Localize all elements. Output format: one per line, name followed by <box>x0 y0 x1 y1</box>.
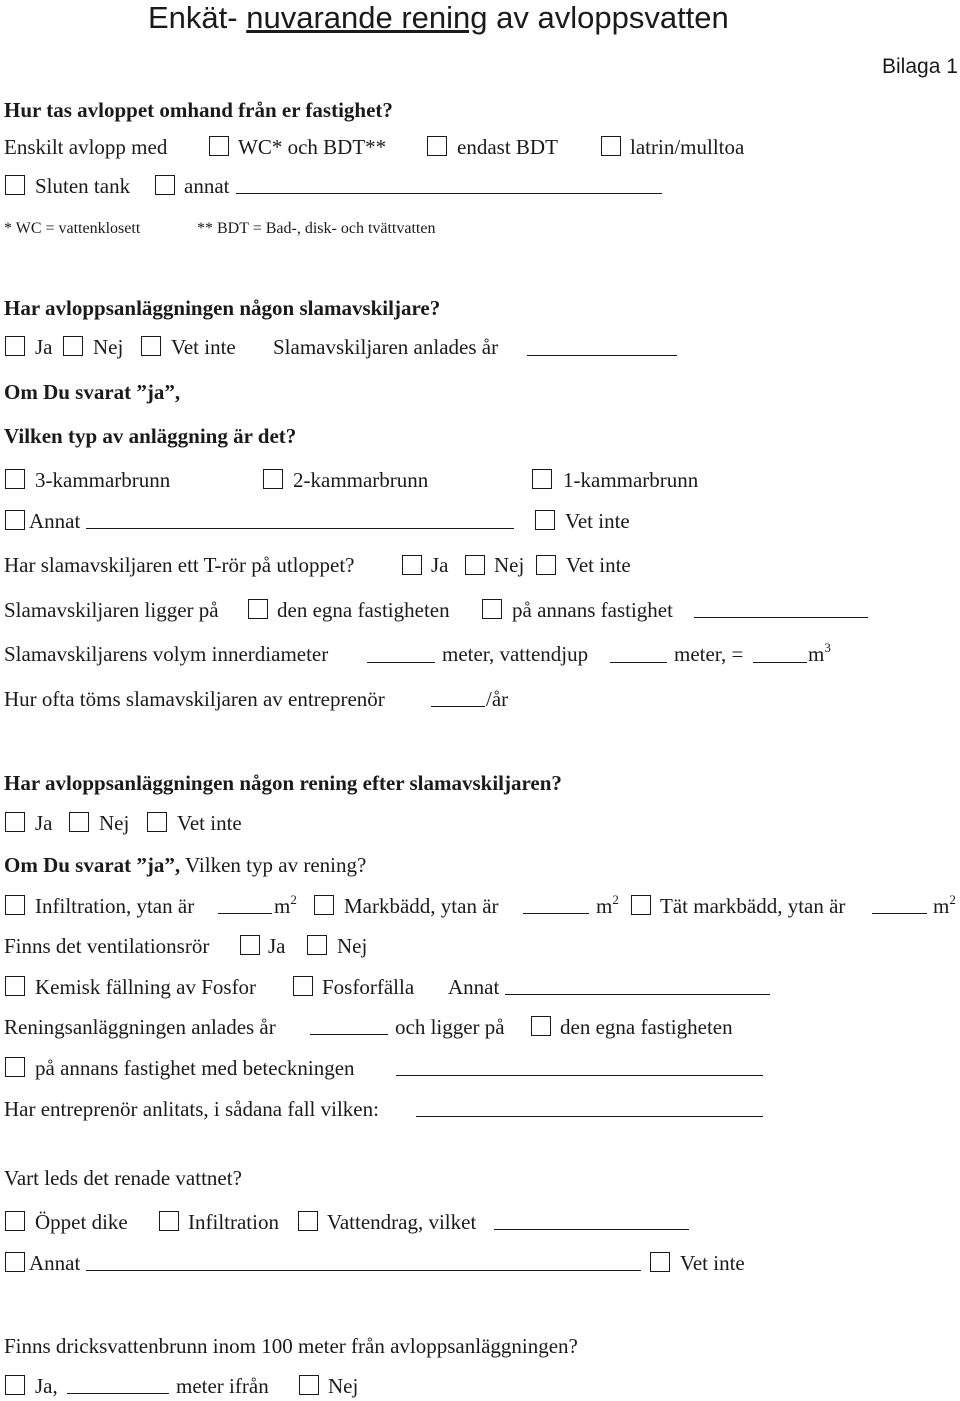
s4-heading: Vart leds det renade vattnet? <box>4 1166 242 1190</box>
s1-heading: Hur tas avloppet omhand från er fastighet? <box>4 98 393 122</box>
unit-exp: 2 <box>949 892 956 907</box>
checkbox-wc-bdt[interactable] <box>209 136 229 156</box>
checkbox-s5-nej[interactable] <box>299 1375 319 1395</box>
s2-toms-label: Hur ofta töms slamavskiljaren av entreprenör <box>4 687 385 711</box>
s2-meter-eq-label: meter, = <box>674 642 744 666</box>
s5-ja-label: Ja, <box>35 1374 58 1398</box>
bilaga-label: Bilaga 1 <box>882 55 958 78</box>
toms-field[interactable] <box>431 706 485 707</box>
s2-vet-inte-label: Vet inte <box>171 335 236 359</box>
s2-vilken-typ: Vilken typ av anläggning är det? <box>4 424 297 448</box>
checkbox-tat-markbadd[interactable] <box>631 895 651 915</box>
s4-vet-inte-label: Vet inte <box>680 1251 745 1275</box>
s2-anlades-field[interactable] <box>527 355 677 356</box>
s2-ligger-label: Slamavskiljaren ligger på <box>4 598 219 622</box>
opt-wc-bdt-label: WC* och BDT** <box>238 135 387 159</box>
checkbox-2-kammarbrunn[interactable] <box>263 469 283 489</box>
checkbox-endast-bdt[interactable] <box>427 136 447 156</box>
opt-latrin-label: latrin/mulltoa <box>630 135 745 159</box>
s2-nej-label: Nej <box>93 335 124 359</box>
volym-field[interactable] <box>753 662 807 663</box>
checkbox-s3-ja[interactable] <box>5 812 25 832</box>
unit-m: m <box>933 894 950 918</box>
s2-per-ar-label: /år <box>486 687 509 711</box>
note-wc: * WC = vattenklosett <box>4 220 141 237</box>
s3-om-svarat-rest: Vilken typ av rening? <box>180 853 367 877</box>
vattendrag-field[interactable] <box>494 1229 689 1230</box>
checkbox-infiltration[interactable] <box>5 895 25 915</box>
s3-heading: Har avloppsanläggningen någon rening efter slamavskiljaren? <box>4 771 562 795</box>
vattendrag-label: Vattendrag, vilket <box>327 1210 477 1234</box>
t-ror-vet-inte-label: Vet inte <box>566 553 631 577</box>
checkbox-vattendrag[interactable] <box>298 1211 318 1231</box>
s3-entreprenor-label: Har entreprenör anlitats, i sådana fall vilken: <box>4 1097 379 1121</box>
tat-markbadd-label: Tät markbädd, ytan är <box>660 894 846 918</box>
s2-vet-inte-typ-label: Vet inte <box>565 509 630 533</box>
checkbox-s2-egna-fastigheten[interactable] <box>248 599 268 619</box>
s3-egna-label: den egna fastigheten <box>560 1015 733 1039</box>
ventilation-nej-label: Nej <box>337 934 368 958</box>
markbadd-area-field[interactable] <box>523 913 589 914</box>
s3-anlades-label: Reningsanläggningen anlades år <box>4 1015 276 1039</box>
s3-annans-label: på annans fastighet med beteckningen <box>35 1056 355 1080</box>
s2-ja-label: Ja <box>35 335 53 359</box>
s2-om-svarat: Om Du svarat ”ja”, <box>4 380 181 404</box>
s2-annans-field[interactable] <box>694 617 868 618</box>
checkbox-ventilation-nej[interactable] <box>307 935 327 955</box>
s5-heading: Finns dricksvattenbrunn inom 100 meter från avloppsanläggningen? <box>4 1334 578 1358</box>
s3-om-svarat-bold: Om Du svarat ”ja”, <box>4 853 181 877</box>
page-title <box>148 0 729 36</box>
checkbox-s4-infiltration[interactable] <box>159 1211 179 1231</box>
s3-beteckning-field[interactable] <box>396 1075 763 1076</box>
checkbox-3-kammarbrunn[interactable] <box>5 469 25 489</box>
note-bdt: ** BDT = Bad-, disk- och tvättvatten <box>197 220 436 237</box>
innerdiameter-field[interactable] <box>367 662 435 663</box>
s2-annat-label: Annat <box>29 509 81 533</box>
s2-vattendjup-label: meter, vattendjup <box>442 642 589 666</box>
s3-och-ligger-label: och ligger på <box>395 1015 505 1039</box>
s5-meter-field[interactable] <box>67 1393 169 1394</box>
s3-annat-label: Annat <box>448 975 500 999</box>
checkbox-t-ror-ja[interactable] <box>402 555 422 575</box>
s2-egna-label: den egna fastigheten <box>277 598 450 622</box>
infiltration-label: Infiltration, ytan är <box>35 894 195 918</box>
checkbox-s3-vet-inte[interactable] <box>147 812 167 832</box>
unit-exp: 2 <box>612 892 619 907</box>
unit-m: m <box>274 894 291 918</box>
unit-m: m <box>808 642 825 666</box>
checkbox-markbadd[interactable] <box>314 895 334 915</box>
s4-infiltration-label: Infiltration <box>188 1210 279 1234</box>
t-ror-ja-label: Ja <box>431 553 449 577</box>
infiltration-area-field[interactable] <box>218 913 272 914</box>
opt-sluten-tank-label: Sluten tank <box>35 174 131 198</box>
markbadd-unit <box>596 894 619 918</box>
k2-label: 2-kammarbrunn <box>293 468 429 492</box>
checkbox-oppet-dike[interactable] <box>5 1211 25 1231</box>
s5-meter-ifran-label: meter ifrån <box>176 1374 269 1398</box>
s3-om-svarat <box>4 853 366 877</box>
ventilation-ja-label: Ja <box>268 934 286 958</box>
annat-s1-field[interactable] <box>236 193 662 194</box>
infiltration-unit <box>274 894 297 918</box>
title-prefix: Enkät- <box>148 0 247 35</box>
checkbox-sluten-tank[interactable] <box>5 175 25 195</box>
s3-nej-label: Nej <box>99 811 130 835</box>
k3-label: 3-kammarbrunn <box>35 468 171 492</box>
s3-ja-label: Ja <box>35 811 53 835</box>
t-ror-nej-label: Nej <box>494 553 525 577</box>
tat-markbadd-unit <box>933 894 956 918</box>
markbadd-label: Markbädd, ytan är <box>344 894 499 918</box>
checkbox-latrin[interactable] <box>601 136 621 156</box>
s2-t-ror-label: Har slamavskiljaren ett T-rör på utloppet? <box>4 553 355 577</box>
ventilation-label: Finns det ventilationsrör <box>4 934 210 958</box>
s1-prefix: Enskilt avlopp med <box>4 135 168 159</box>
checkbox-annat-s1[interactable] <box>155 175 175 195</box>
k1-label: 1-kammarbrunn <box>563 468 699 492</box>
s2-anlades-label: Slamavskiljaren anlades år <box>273 335 499 359</box>
s3-entreprenor-field[interactable] <box>416 1116 763 1117</box>
checkbox-t-ror-nej[interactable] <box>465 555 485 575</box>
s3-vet-inte-label: Vet inte <box>177 811 242 835</box>
title-underlined: nuvarande rening <box>246 0 488 35</box>
opt-annat-s1-label: annat <box>184 174 230 198</box>
unit-exp: 2 <box>290 892 297 907</box>
checkbox-s4-annat[interactable] <box>5 1252 25 1272</box>
checkbox-s3-egna-fastigheten[interactable] <box>531 1016 551 1036</box>
checkbox-s2-annat[interactable] <box>5 510 25 530</box>
s2-annans-label: på annans fastighet <box>512 598 673 622</box>
kemisk-label: Kemisk fällning av Fosfor <box>35 975 257 999</box>
checkbox-ventilation-ja[interactable] <box>240 935 260 955</box>
s2-volym-unit <box>808 642 831 666</box>
checkbox-s4-vet-inte[interactable] <box>650 1252 670 1272</box>
s3-anlades-field[interactable] <box>310 1034 388 1035</box>
s3-annat-field[interactable] <box>505 994 770 995</box>
checkbox-s2-vet-inte[interactable] <box>141 336 161 356</box>
checkbox-t-ror-vet-inte[interactable] <box>536 555 556 575</box>
tat-markbadd-area-field[interactable] <box>872 913 927 914</box>
fosforfalla-label: Fosforfälla <box>322 975 415 999</box>
title-suffix: av avloppsvatten <box>487 0 729 35</box>
checkbox-s5-ja[interactable] <box>5 1375 25 1395</box>
checkbox-1-kammarbrunn[interactable] <box>532 469 552 489</box>
unit-m: m <box>596 894 613 918</box>
checkbox-s2-annans-fastighet[interactable] <box>482 599 502 619</box>
s4-annat-field[interactable] <box>86 1270 641 1271</box>
vattendjup-field[interactable] <box>610 662 667 663</box>
checkbox-s2-nej[interactable] <box>63 336 83 356</box>
opt-endast-bdt-label: endast BDT <box>457 135 558 159</box>
checkbox-s2-ja[interactable] <box>5 336 25 356</box>
s5-nej-label: Nej <box>328 1374 359 1398</box>
checkbox-fosforfalla[interactable] <box>293 976 313 996</box>
unit-exp: 3 <box>824 640 831 655</box>
oppet-dike-label: Öppet dike <box>35 1210 128 1234</box>
checkbox-s2-vet-inte-typ[interactable] <box>535 510 555 530</box>
checkbox-s3-nej[interactable] <box>69 812 89 832</box>
s2-volym-label: Slamavskiljarens volym innerdiameter <box>4 642 329 666</box>
s2-annat-field[interactable] <box>86 528 514 529</box>
checkbox-kemisk-fallning[interactable] <box>5 976 25 996</box>
s2-heading: Har avloppsanläggningen någon slamavskiljare? <box>4 296 441 320</box>
s4-annat-label: Annat <box>29 1251 81 1275</box>
checkbox-s3-annans-fastighet[interactable] <box>5 1057 25 1077</box>
